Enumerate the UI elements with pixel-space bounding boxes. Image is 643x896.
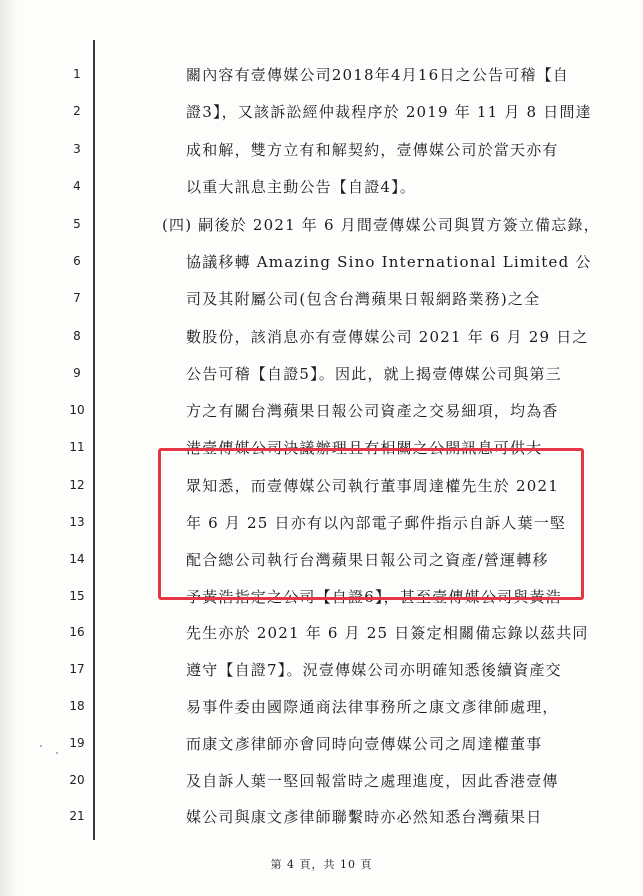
line-number: 2 (73, 104, 81, 118)
text-line: 公告可稽【自證5】。因此，就上揭壹傳媒公司與第三 (186, 365, 562, 383)
list-item-heading: (四) 嗣後於 2021 年 6 月間壹傳媒公司與買方簽立備忘錄， (162, 216, 600, 234)
line-number: 17 (69, 662, 85, 676)
highlight-annotation-box (158, 448, 584, 600)
scan-speck (40, 745, 42, 747)
line-number: 20 (69, 773, 85, 787)
scan-edge-shadow (0, 0, 18, 896)
text-line: 協議移轉 Amazing Sino International Limited 公 (186, 253, 592, 271)
page-footer: 第 4 頁，共 10 頁 (270, 858, 373, 871)
line-number: 4 (73, 179, 81, 193)
line-number: 11 (69, 440, 85, 454)
line-number: 8 (73, 329, 81, 343)
text-line: 予黃浩指定之公司【自證6】，甚至壹傳媒公司與黃浩 (186, 588, 562, 606)
line-number: 18 (69, 699, 85, 713)
line-number: 3 (73, 142, 81, 156)
line-number: 6 (73, 254, 81, 268)
text-line: 年 6 月 25 日亦有以內部電子郵件指示自訴人葉一堅 (186, 514, 567, 532)
line-number: 14 (69, 552, 85, 566)
scan-speck (56, 752, 58, 754)
text-line: 成和解，雙方立有和解契約，壹傳媒公司於當天亦有 (186, 141, 559, 159)
text-line: 眾知悉，而壹傳媒公司執行董事周達權先生於 2021 (186, 477, 559, 495)
line-number: 7 (73, 291, 81, 305)
line-number: 12 (69, 478, 85, 492)
line-number: 13 (69, 515, 85, 529)
text-line: 而康文彥律師亦會同時向壹傳媒公司之周達權董事 (186, 735, 543, 753)
text-line: 關內容有壹傳媒公司2018年4月16日之公告可稽【自 (186, 66, 570, 84)
text-line: 數股份，該消息亦有壹傳媒公司 2021 年 6 月 29 日之 (186, 328, 589, 346)
line-number: 21 (69, 809, 85, 823)
line-number: 5 (73, 217, 81, 231)
text-line: 配合總公司執行台灣蘋果日報公司之資產/營運轉移 (186, 551, 549, 569)
text-line: 港壹傳媒公司決議辦理且有相關之公開訊息可供大 (186, 439, 543, 457)
line-number: 9 (73, 366, 81, 380)
text-line: 方之有關台灣蘋果日報公司資產之交易細項，均為香 (186, 402, 559, 420)
text-line: 證3】，又該訴訟經仲裁程序於 2019 年 11 月 8 日間達 (186, 103, 592, 121)
text-line: 司及其附屬公司(包含台灣蘋果日報網路業務)之全 (186, 290, 541, 308)
line-number: 10 (69, 403, 85, 417)
text-line: 先生亦於 2021 年 6 月 25 日簽定相關備忘錄以茲共同 (186, 624, 589, 642)
line-number: 1 (73, 67, 81, 81)
text-line: 及自訴人葉一堅回報當時之處理進度，因此香港壹傳 (186, 772, 559, 790)
line-number: 16 (69, 625, 85, 639)
line-number: 19 (69, 736, 85, 750)
text-line: 媒公司與康文彥律師聯繫時亦必然知悉台灣蘋果日 (186, 808, 543, 826)
text-line: 遵守【自證7】。況壹傳媒公司亦明確知悉後續資產交 (186, 661, 562, 679)
line-number: 15 (69, 589, 85, 603)
text-line: 以重大訊息主動公告【自證4】。 (186, 178, 417, 196)
text-line: 易事件委由國際通商法律事務所之康文彥律師處理， (186, 698, 559, 716)
